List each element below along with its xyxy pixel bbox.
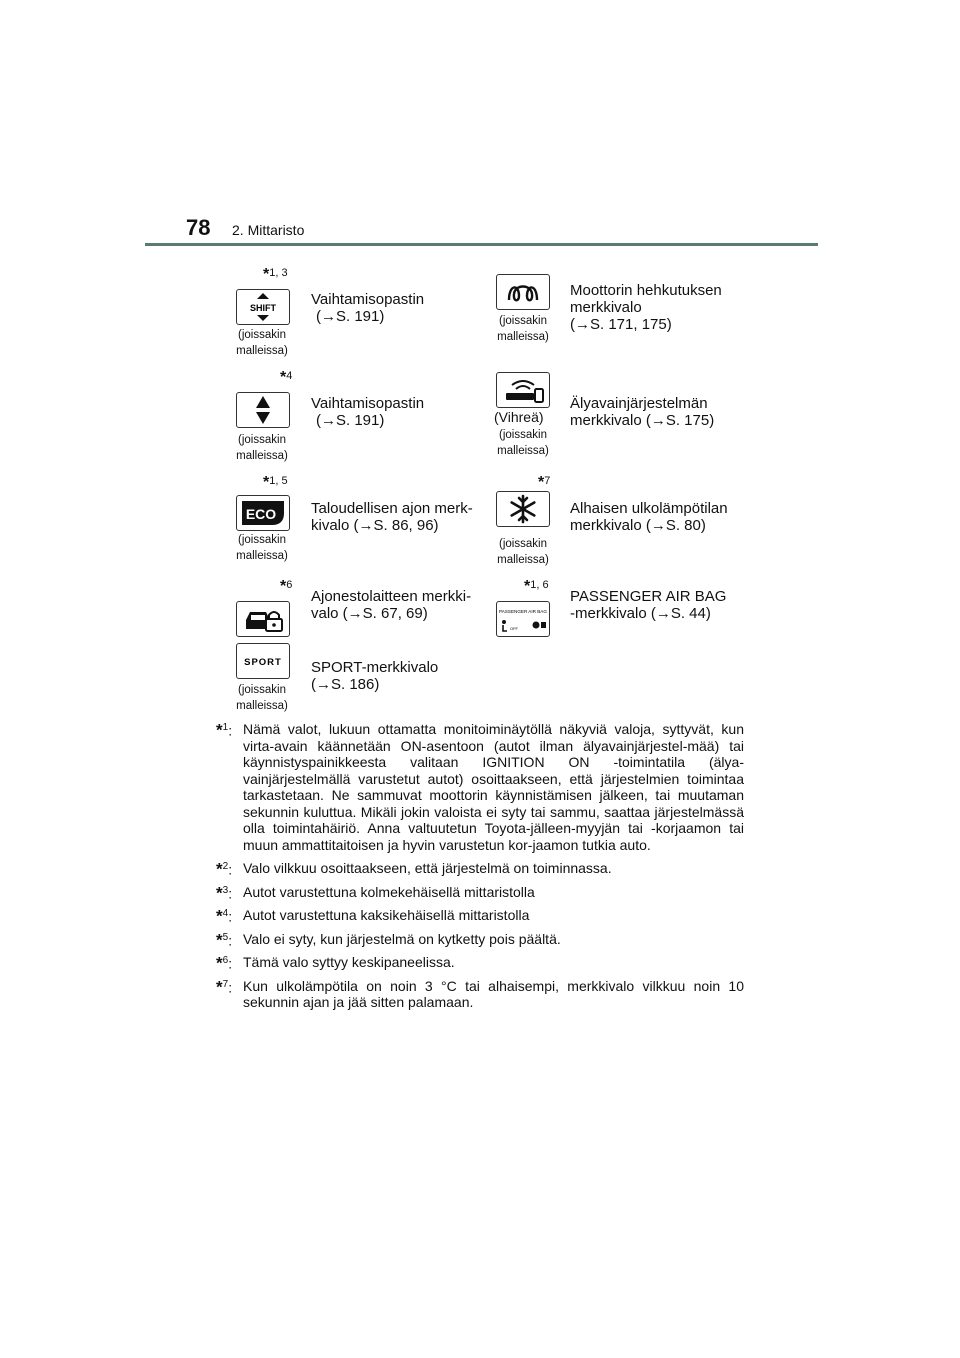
passenger-airbag-box [496, 601, 550, 637]
eco-box [236, 495, 290, 531]
desc-r3r: Alhaisen ulkolämpötilan merkkivalo (→S. 80) [570, 500, 728, 534]
desc-r4r: PASSENGER AIR BAG -merkkivalo (→S. 44) [570, 588, 727, 622]
sport-box [236, 643, 290, 679]
shift-label: SHIFT [250, 303, 276, 313]
footnote: *$^2$: Valo vilkkuu osoittaakseen, että järjestelmä on toiminnassa. [216, 859, 612, 879]
smart-key-icon [498, 374, 548, 406]
glow-plug-icon [498, 276, 548, 308]
note-mark-r3l: *1, 5 [263, 474, 288, 491]
snowflake-icon [498, 493, 548, 525]
desc-r2l: Vaihtamisopastin (→S. 191) [311, 395, 425, 429]
desc-r4l: Ajonestolaitteen merkki- valo (→S. 67, 69) [311, 588, 472, 622]
model-note: (joissakin malleissa) [497, 538, 549, 566]
footnote: *$^1$: Nämä valot, lukuun ottamatta monitoiminäytöllä näkyviä valoja, syttyvät, kun virta-avain käännetään ON-asentoon (autot ilman älyavainjärjestel-mää) tai käynnistyspainikkeesta valitaan IGNITION ON -toimintatila (älya-vainjärjestelmällä varustetut autot) osoittaakseen, että järjestelmien toimintaa tarkastetaan. Ne sammuvat moottorin käynnistämisen jälkeen, tai muutaman sekunnin kuluttua. Mikäli jokin valoista ei syty tai sammu, saattaa järjestelmässä olla toimintahäiriö. Anna valtuutetun Toyota-jälleen-myyjän tai -korjaamon tai muun ammattitaitoisen ja hyvin varustetun kor-jaamon tutkia auto. [216, 720, 744, 853]
footnote: *$^5$: Valo ei syty, kun järjestelmä on kytketty pois päältä. [216, 930, 561, 950]
model-note: (joissakin malleissa) [236, 534, 288, 562]
model-note: (joissakin malleissa) [497, 315, 549, 343]
glow-plug-box [496, 274, 550, 310]
eco-label: ECO [245, 506, 277, 522]
smart-key-box [496, 372, 550, 408]
note-mark-r2l: *4 [280, 369, 293, 386]
desc-r1r: Moottorin hehkutuksen merkkivalo (→S. 171, 175) [570, 282, 722, 333]
immobilizer-icon [238, 603, 288, 635]
shift-indicator-icon [236, 289, 290, 325]
footnote: *$^7$: Kun ulkolämpötila on noin 3 °C tai alhaisempi, merkkivalo vilkkuu noin 10 sekunnin ajan ja jää sitten palamaan. [216, 977, 744, 1010]
note-mark-r4r: *1, 6 [524, 578, 549, 595]
page-number: 78 [186, 215, 211, 240]
shift-arrows-icon [238, 394, 288, 426]
desc-r5l: SPORT-merkkivalo (→S. 186) [311, 659, 439, 693]
desc-r3l: Taloudellisen ajon merk- kivalo (→S. 86, 96) [311, 500, 473, 534]
passenger-airbag-icon [498, 603, 548, 635]
immobilizer-box [236, 601, 290, 637]
sport-label: SPORT [244, 657, 282, 668]
footnote: *$^4$: Autot varustettuna kaksikehäisellä mittaristolla [216, 906, 530, 926]
desc-r1l: Vaihtamisopastin (→S. 191) [311, 291, 425, 325]
section-title: 2. Mittaristo [232, 222, 305, 238]
note-mark-r3r: *7 [538, 474, 551, 491]
model-note: (joissakin malleissa) [236, 434, 288, 462]
sport-icon [238, 645, 288, 677]
header-rule [145, 243, 818, 246]
shift-icon [238, 291, 288, 323]
footnote: *$^6$: Tämä valo syttyy keskipaneelissa. [216, 953, 455, 973]
note-mark-r1l: *1, 3 [263, 266, 288, 283]
model-note: (joissakin malleissa) [497, 429, 549, 457]
airbag-label: PASSENGER AIR BAG [499, 609, 547, 614]
snowflake-box [496, 491, 550, 527]
footnote: *$^3$: Autot varustettuna kolmekehäisellä mittaristolla [216, 883, 535, 903]
color-label: (Vihreä) [494, 409, 544, 425]
airbag-off-label: OFF [510, 626, 518, 631]
footnotes [216, 721, 744, 1018]
model-note: (joissakin malleissa) [236, 329, 288, 357]
desc-r2r: Älyavainjärjestelmän merkkivalo (→S. 175) [570, 395, 715, 429]
eco-icon [238, 497, 288, 529]
note-mark-r4l: *6 [280, 578, 293, 595]
model-note: (joissakin malleissa) [236, 684, 288, 712]
shift-arrows-box [236, 392, 290, 428]
